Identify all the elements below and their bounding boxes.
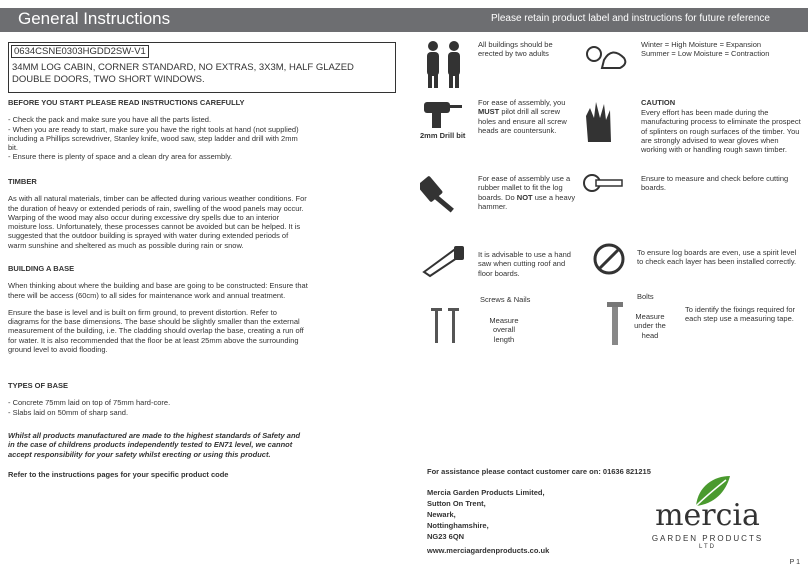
tip-saw: It is advisable to use a hand saw when cutting roof and floor boards.	[478, 250, 571, 278]
heading-types: TYPES OF BASE	[8, 381, 69, 390]
header-bar	[0, 8, 808, 32]
tip-drill: For ease of assembly, you MUST pilot drill all screw holes and ensure all screw heads are countersunk.	[478, 98, 567, 135]
drill-bit-label: 2mm Drill bit	[420, 131, 466, 140]
timber-p1: As with all natural materials, timber can be affected during various weather conditions. For the duration of heavy or extended periods of rain, swelling of the wood panels may occur. Warping of the wood may also occur during excessive dry spells due to an interior moisture loss. Unfortunately, these processes cannot be avoided but can be helped. It is suggested that the outdoor building is sprayed with water during extended periods of warm sunshine and sheltered as much as possible during rain or snow.	[8, 194, 307, 250]
tip-caution: Every effort has been made during the manufacturing process to eliminate the prospect of splinters on rough surfaces of the timber. You are strongly advised to wear gloves when working with or handling rough sawn timber.	[641, 108, 801, 155]
before-p2: - When you are ready to start, make sure you have the right tools at hand (not supplied) including a Phillips screwdriver, Stanley knife, wood saw, step ladder and drill with 2mm bit.	[8, 124, 299, 153]
spirit-level-icon	[592, 242, 626, 276]
tape-measure-icon	[582, 172, 626, 194]
page-title: General Instructions	[18, 9, 171, 28]
heading-base: BUILDING A BASE	[8, 264, 75, 273]
two-people-icon	[418, 40, 468, 90]
page-number: P 1	[789, 559, 800, 566]
screws-icon	[428, 306, 464, 346]
product-label	[8, 42, 396, 93]
logo-name: mercia	[655, 498, 760, 533]
tip-level: To ensure log boards are even, use a spirit level to check each layer has been installed correctly.	[637, 248, 797, 267]
contact-address: Mercia Garden Products Limited, Sutton On Trent, Newark, Nottinghamshire, NG23 6QN	[427, 488, 545, 541]
contact-line: For assistance please contact customer care on: 01636 821215	[427, 467, 651, 476]
tip-fixings: To identify the fixings required for each step use a measuring tape.	[685, 305, 796, 324]
tip-adults: All buildings should be erected by two adults	[478, 40, 553, 59]
section-timber	[8, 177, 308, 250]
section-before	[8, 98, 308, 162]
drill-icon	[420, 98, 465, 130]
before-p3: - Ensure there is plenty of space and a clean dry area for assembly.	[8, 152, 233, 162]
mallet-icon	[420, 172, 465, 214]
base-p1: When thinking about where the building and base are going to be constructed: Ensure that there will be access (60cm) to all sides for maintenance work and annual treatment.	[8, 281, 308, 300]
contact-web[interactable]: www.merciagardenproducts.co.uk	[427, 546, 550, 555]
header-note: Please retain product label and instructions for future reference	[490, 13, 770, 24]
gloves-icon	[582, 98, 632, 144]
section-types	[8, 381, 308, 417]
screws-measure: Measure overall length	[489, 316, 519, 344]
heading-before: BEFORE YOU START PLEASE READ INSTRUCTIONS CAREFULLY	[8, 98, 245, 107]
bolt-icon	[604, 300, 626, 348]
weather-icon	[582, 40, 630, 72]
base-p2: Ensure the base is level and is built on firm ground, to prevent distortion. Refer to diagrams for the base dimensions. The base should be slightly smaller than the external measurement of the building, i.e. The cladding should overlap the base, creating a run off for water. It is also recommended that the floor be at least 25mm above the surrounding ground level to avoid flooding.	[8, 307, 304, 355]
logo-tagline: GARDEN PRODUCTS	[651, 534, 764, 543]
tip-weather: Winter = High Moisture = Expansion Summer = Low Moisture = Contraction	[641, 40, 770, 59]
tip-measure: Ensure to measure and check before cutting boards.	[641, 174, 789, 193]
hand-saw-icon	[420, 242, 468, 278]
refer-note: Refer to the instructions pages for your specific product code	[8, 470, 229, 479]
safety-note: Whilst all products manufactured are made to the highest standards of Safety and in the case of childrens products independently tested to EN71 level, we cannot accept responsibility for your safety whilst erecting or using this product.	[8, 431, 301, 459]
before-p1: - Check the pack and make sure you have all the parts listed.	[8, 115, 212, 125]
types-p1: - Concrete 75mm laid on top of 75mm hard-core.	[8, 398, 171, 408]
section-base	[8, 264, 308, 354]
caution-heading: CAUTION	[641, 98, 676, 107]
product-description: 34MM LOG CABIN, CORNER STANDARD, NO EXTRAS, 3X3M, HALF GLAZED DOUBLE DOORS, TWO SHORT WINDOWS.	[12, 62, 354, 85]
mercia-logo	[640, 474, 775, 554]
product-code: 0634CSNE0303HGDD2SW-V1	[11, 45, 149, 58]
types-p2: - Slabs laid on 50mm of sharp sand.	[8, 407, 129, 417]
screws-title: Screws & Nails	[480, 295, 531, 304]
bolts-title: Bolts	[637, 292, 654, 301]
tip-mallet: For ease of assembly use a rubber mallet to fit the log boards. Do NOT use a heavy hammer.	[478, 174, 576, 211]
bolts-measure: Measure under the head	[634, 312, 666, 340]
heading-timber: TIMBER	[8, 177, 37, 186]
logo-ltd: LTD	[699, 544, 716, 550]
